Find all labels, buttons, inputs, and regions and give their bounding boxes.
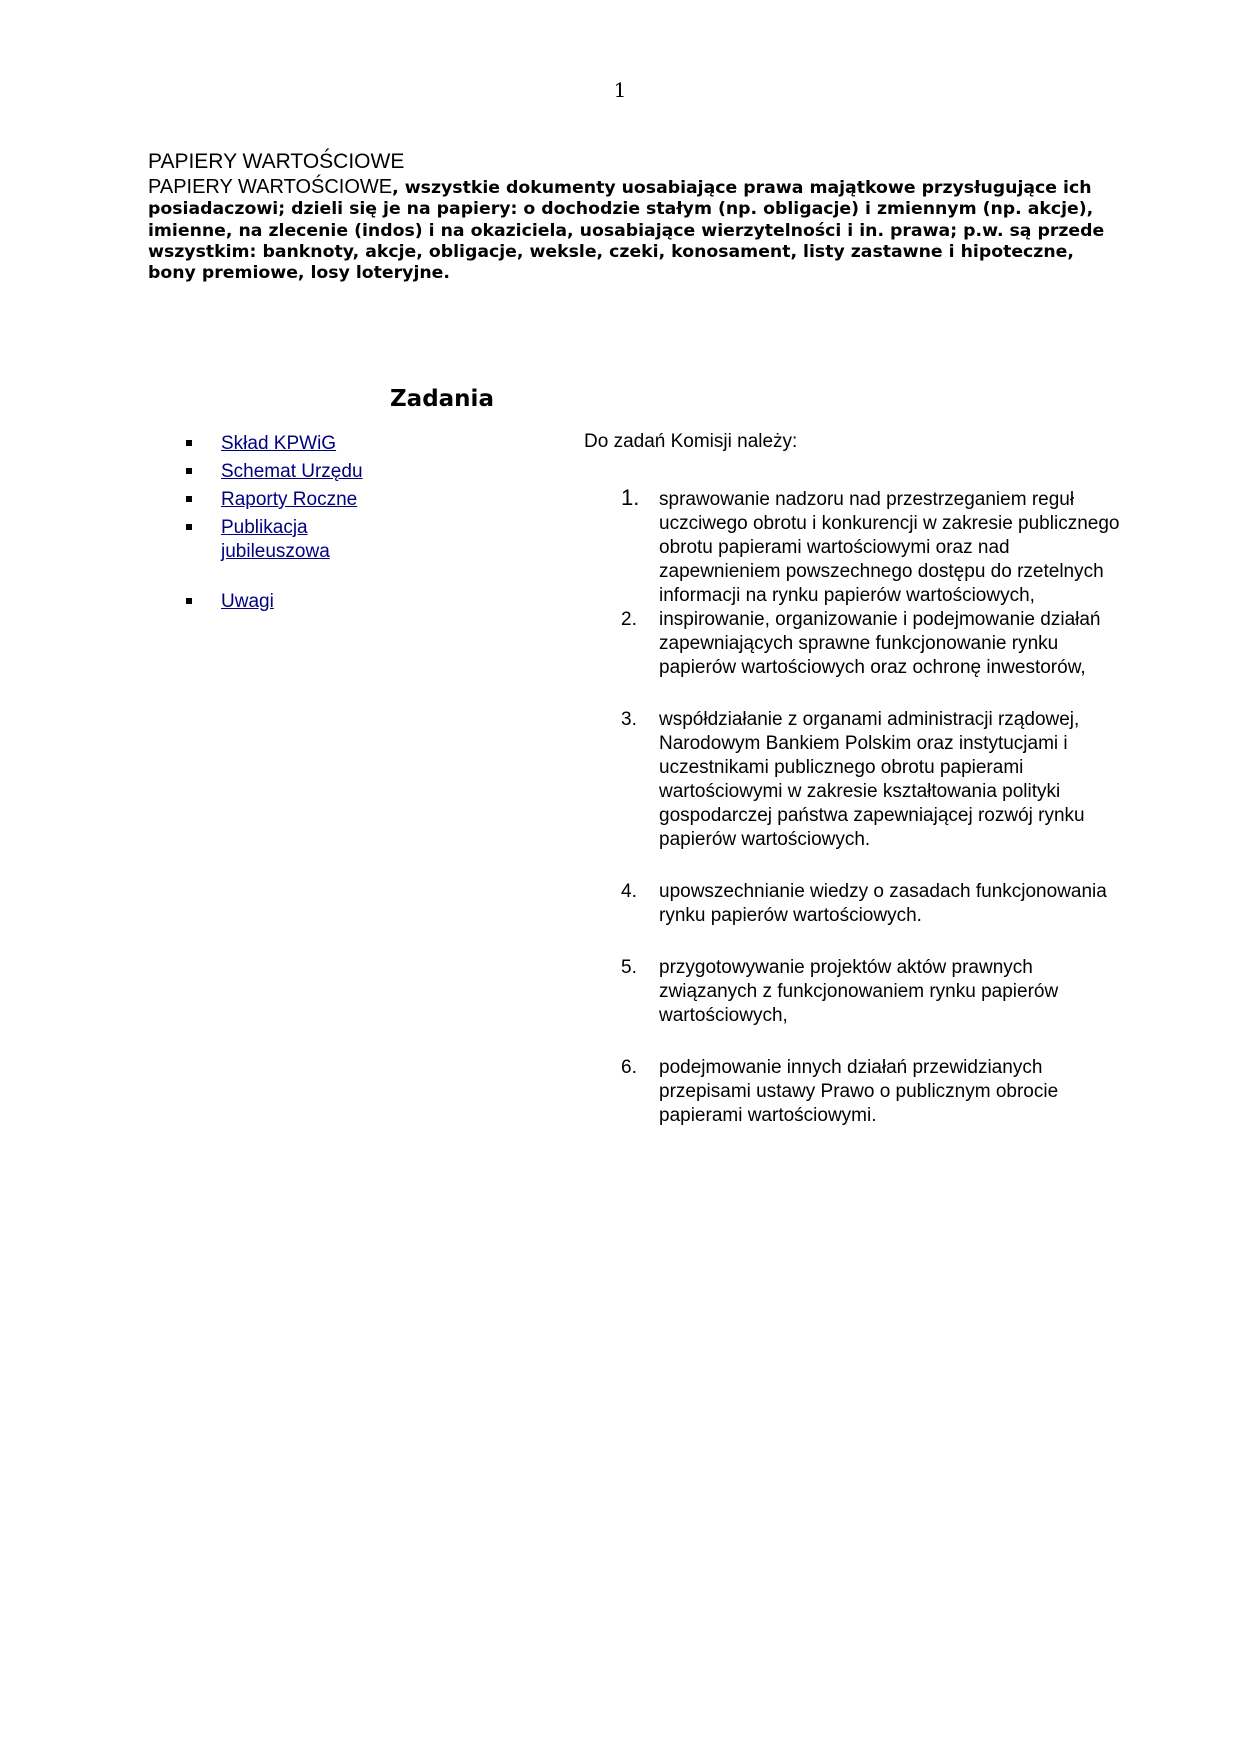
square-bullet-icon xyxy=(186,468,192,474)
square-bullet-icon xyxy=(186,524,192,530)
task-text: sprawowanie nadzoru nad przestrzeganiem reguł uczciwego obrotu i konkurencji w zakresie publicznego obrotu papierami wartościowymi oraz nad zapewnieniem powszechnego dostępu do rzetelnych informacji na rynku papierów wartościowych, xyxy=(659,489,1120,606)
task-number: 6. xyxy=(621,1057,637,1078)
task-item xyxy=(618,608,1130,680)
task-number: 5. xyxy=(621,957,637,978)
task-item xyxy=(618,708,1130,852)
list-item xyxy=(183,516,413,564)
square-bullet-icon xyxy=(186,598,192,604)
task-text: inspirowanie, organizowanie i podejmowanie działań zapewniających sprawne funkcjonowanie rynku papierów wartościowych oraz ochronę inwestorów, xyxy=(659,609,1101,678)
square-bullet-icon xyxy=(186,440,192,446)
task-number: 1. xyxy=(621,485,640,510)
intro-paragraph xyxy=(148,177,1108,284)
link-raporty-roczne[interactable]: Raporty Roczne xyxy=(221,489,358,510)
square-bullet-icon xyxy=(186,496,192,502)
section-heading: Zadania xyxy=(390,386,494,412)
task-text: współdziałanie z organami administracji rządowej, Narodowym Bankiem Polskim oraz instytucjami i uczestnikami publicznego obrotu papierami wartościowymi w zakresie kształtowania polityki gospodarczej państwa zapewniającej rozwój rynku papierów wartościowych. xyxy=(659,709,1085,850)
intro-text: , wszystkie dokumenty uosabiające prawa majątkowe przysługujące ich posiadaczowi; dzieli się je na papiery: o dochodzie stałym (np. obligacje) i zmiennym (np. akcje), imienne, na zlecenie (indos) i na okaziciela, uosabiające wierzytelności i in. prawa; p.w. są przede wszystkim: banknoty, akcje, obligacje, weksle, czeki, konosament, listy zastawne i hipoteczne, bony premiowe, losy loteryjne. xyxy=(148,178,1105,284)
document-title: PAPIERY WARTOŚCIOWE xyxy=(148,150,405,173)
intro-lead: PAPIERY WARTOŚCIOWE xyxy=(148,176,393,198)
list-item xyxy=(183,432,413,456)
task-text: przygotowywanie projektów aktów prawnych związanych z funkcjonowaniem rynku papierów wartościowych, xyxy=(659,957,1059,1026)
task-item xyxy=(618,485,1130,608)
list-item xyxy=(183,590,413,614)
task-item xyxy=(618,1056,1130,1128)
nav-link-list xyxy=(183,432,413,618)
page-number: 1 xyxy=(613,78,627,102)
tasks-list xyxy=(618,485,1130,1128)
link-schemat-urzedu[interactable]: Schemat Urzędu xyxy=(221,461,363,482)
task-number: 4. xyxy=(621,881,637,902)
task-text: podejmowanie innych działań przewidzianych przepisami ustawy Prawo o publicznym obrocie papierami wartościowymi. xyxy=(659,1057,1059,1126)
task-number: 3. xyxy=(621,709,637,730)
tasks-lead: Do zadań Komisji należy: xyxy=(584,431,798,452)
list-item xyxy=(183,460,413,484)
link-uwagi[interactable]: Uwagi xyxy=(221,591,274,612)
task-text: upowszechnianie wiedzy o zasadach funkcjonowania rynku papierów wartościowych. xyxy=(659,881,1107,926)
task-number: 2. xyxy=(621,609,637,630)
link-sklad-kpwig[interactable]: Skład KPWiG xyxy=(221,433,337,454)
task-item xyxy=(618,880,1130,928)
link-publikacja-jubileuszowa[interactable]: Publikacja jubileuszowa xyxy=(221,517,330,562)
task-item xyxy=(618,956,1130,1028)
list-item xyxy=(183,488,413,512)
